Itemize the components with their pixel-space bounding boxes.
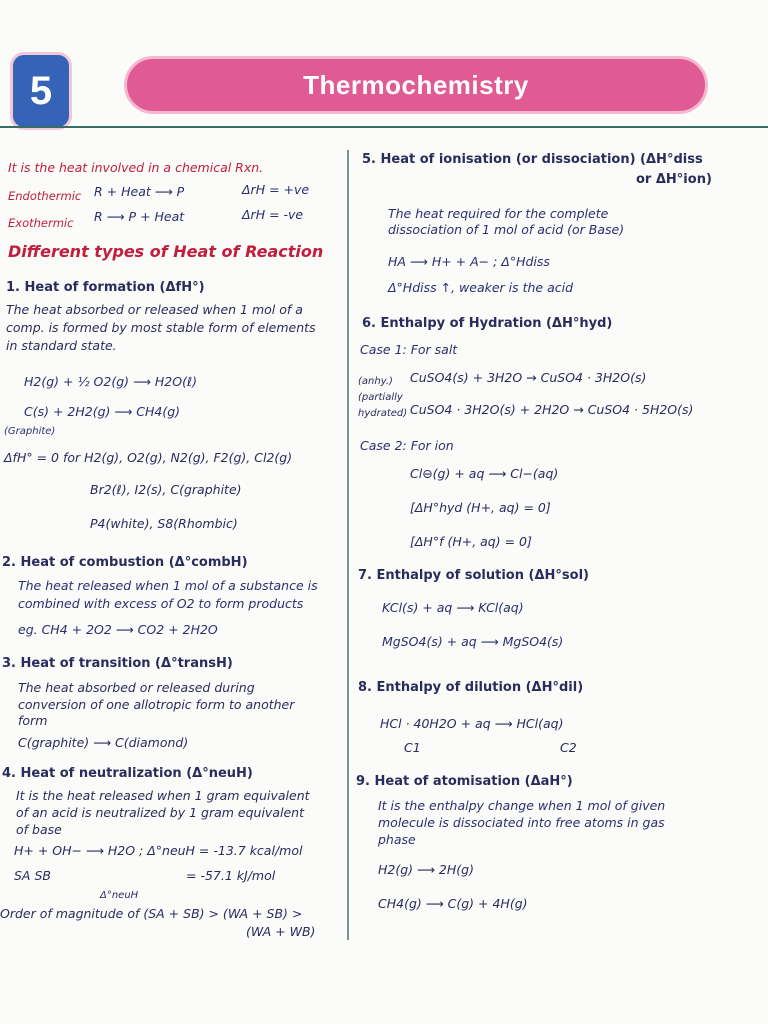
combustion-desc-2: combined with excess of O2 to form products: [18, 596, 304, 611]
order-of-magnitude-1: Order of magnitude of (SA + SB) > (WA + SB) >: [0, 906, 303, 921]
partially-note-1: (partially: [358, 392, 403, 403]
transition-desc-1: The heat absorbed or released during: [18, 680, 255, 695]
hydration-equation-3: Cl⊖(g) + aq ⟶ Cl−(aq): [410, 466, 559, 481]
header-rule: [64, 126, 768, 128]
endothermic-equation: R + Heat ⟶ P: [94, 184, 185, 199]
ionisation-desc-1: The heat required for the complete: [388, 206, 609, 221]
graphite-note: (Graphite): [4, 426, 56, 437]
neutralization-heading: 4. Heat of neutralization (Δ°neuH): [2, 766, 253, 781]
transition-desc-2: conversion of one allotropic form to another: [18, 697, 295, 712]
exothermic-label: Exothermic: [8, 216, 74, 230]
hydration-equation-4: [ΔH°hyd (H+, aq) = 0]: [410, 500, 551, 515]
chapter-title: Thermochemistry: [303, 70, 529, 100]
atomisation-heading: 9. Heat of atomisation (ΔaH°): [356, 774, 573, 789]
combustion-heading: 2. Heat of combustion (Δ°combH): [2, 555, 248, 570]
formation-zero-2: Br2(ℓ), I2(s), C(graphite): [90, 482, 242, 497]
column-divider: [347, 150, 349, 940]
anhydrous-note: (anhy.): [358, 376, 393, 387]
formation-desc-3: in standard state.: [6, 338, 117, 353]
hydration-heading: 6. Enthalpy of Hydration (ΔH°hyd): [362, 316, 613, 331]
exothermic-equation: R ⟶ P + Heat: [94, 209, 185, 224]
transition-equation: C(graphite) ⟶ C(diamond): [18, 735, 189, 750]
hydration-equation-5: [ΔH°f (H+, aq) = 0]: [410, 534, 532, 549]
ionisation-equation: HA ⟶ H+ + A− ; Δ°Hdiss: [388, 254, 550, 269]
solution-equation-1: KCl(s) + aq ⟶ KCl(aq): [382, 600, 524, 615]
intro-definition: It is the heat involved in a chemical Rxn.: [8, 160, 264, 175]
solution-equation-2: MgSO4(s) + aq ⟶ MgSO4(s): [382, 634, 564, 649]
partially-note-2: hydrated): [358, 408, 408, 419]
combustion-example: eg. CH4 + 2O2 ⟶ CO2 + 2H2O: [18, 622, 218, 637]
formation-heading: 1. Heat of formation (ΔfH°): [6, 280, 205, 295]
ionisation-heading-cont: or ΔH°ion): [636, 172, 712, 187]
transition-heading: 3. Heat of transition (Δ°transH): [2, 656, 233, 671]
order-of-magnitude-2: (WA + WB): [246, 924, 316, 939]
dilution-c1: C1: [404, 740, 421, 755]
atomisation-desc-3: phase: [378, 832, 416, 847]
ionisation-heading: 5. Heat of ionisation (or dissociation) (ΔH°diss: [362, 152, 703, 167]
dilution-equation: HCl · 40H2O + aq ⟶ HCl(aq): [380, 716, 564, 731]
hydration-case-2: Case 2: For ion: [360, 438, 454, 453]
atomisation-equation-2: CH4(g) ⟶ C(g) + 4H(g): [378, 896, 528, 911]
transition-desc-3: form: [18, 713, 48, 728]
atomisation-desc-2: molecule is dissociated into free atoms in gas: [378, 815, 665, 830]
atomisation-desc-1: It is the enthalpy change when 1 mol of given: [378, 798, 666, 813]
neutralization-equation: H+ + OH− ⟶ H2O ; Δ°neuH = -13.7 kcal/mol: [14, 843, 303, 858]
neutralization-desc-1: It is the heat released when 1 gram equivalent: [16, 788, 310, 803]
ionisation-desc-2: dissociation of 1 mol of acid (or Base): [388, 222, 625, 237]
neutralization-kj: = -57.1 kJ/mol: [186, 868, 276, 883]
formation-zero-3: P4(white), S8(Rhombic): [90, 516, 238, 531]
hydration-equation-2: CuSO4 · 3H2O(s) + 2H2O → CuSO4 · 5H2O(s): [410, 402, 694, 417]
chapter-number-badge: 5: [10, 52, 72, 130]
types-heading: Different types of Heat of Reaction: [8, 242, 324, 261]
combustion-desc-1: The heat released when 1 mol of a substance is: [18, 578, 318, 593]
hydration-equation-1: CuSO4(s) + 3H2O → CuSO4 · 3H2O(s): [410, 370, 647, 385]
neutralization-desc-3: of base: [16, 822, 62, 837]
formation-desc-2: comp. is formed by most stable form of elements: [6, 320, 316, 335]
hydration-case-1: Case 1: For salt: [360, 342, 458, 357]
dilution-heading: 8. Enthalpy of dilution (ΔH°dil): [358, 680, 584, 695]
dilution-c2: C2: [560, 740, 577, 755]
exothermic-enthalpy: ΔrH = -ve: [242, 207, 304, 222]
header-rule-left: [0, 126, 64, 128]
ionisation-note: Δ°Hdiss ↑, weaker is the acid: [388, 280, 574, 295]
neutralization-desc-2: of an acid is neutralized by 1 gram equivalent: [16, 805, 304, 820]
endothermic-enthalpy: ΔrH = +ve: [242, 182, 310, 197]
strong-acid-strong-base: SA SB: [14, 868, 51, 883]
formation-desc-1: The heat absorbed or released when 1 mol of a: [6, 302, 303, 317]
formation-equation-1: H2(g) + ½ O2(g) ⟶ H2O(ℓ): [24, 374, 198, 389]
atomisation-equation-1: H2(g) ⟶ 2H(g): [378, 862, 474, 877]
chapter-title-banner: [124, 56, 708, 114]
formation-equation-2: C(s) + 2H2(g) ⟶ CH4(g): [24, 404, 181, 419]
endothermic-label: Endothermic: [8, 189, 82, 203]
formation-zero-1: ΔfH° = 0 for H2(g), O2(g), N2(g), F2(g), Cl2(g): [4, 450, 293, 465]
order-label: Δ°neuH: [100, 890, 139, 901]
solution-heading: 7. Enthalpy of solution (ΔH°sol): [358, 568, 589, 583]
